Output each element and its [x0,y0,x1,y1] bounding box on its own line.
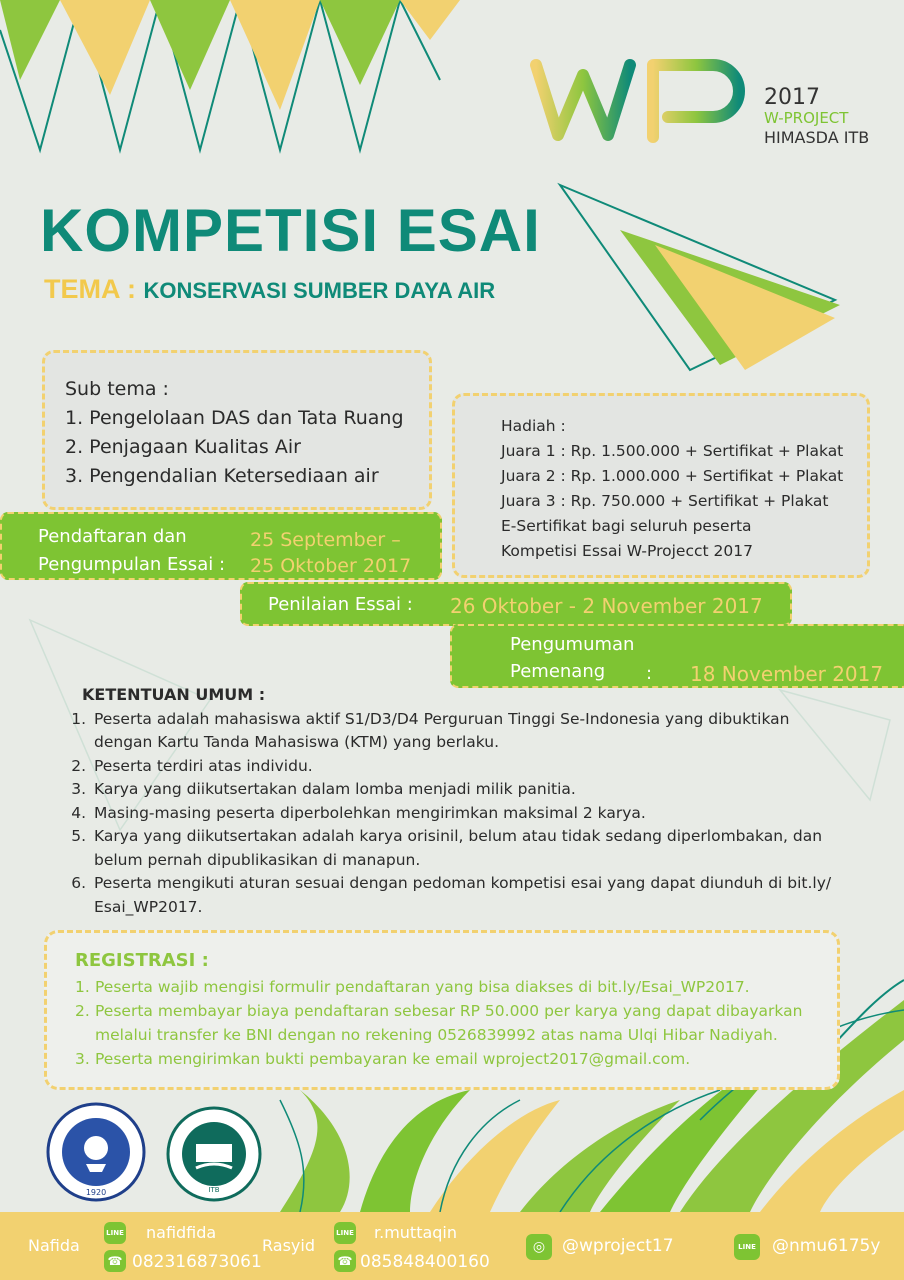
instagram-handle[interactable]: @wproject17 [562,1236,674,1256]
hadiah-extra: E-Sertifikat bagi seluruh peserta [501,517,752,535]
contact1-phone[interactable]: 082316873061 [132,1252,262,1272]
contact2-line-id[interactable]: r.muttaqin [374,1223,458,1242]
ann-colon: : [646,663,653,684]
phone-icon: ☎ [104,1250,126,1272]
ann-date: 18 November 2017 [690,662,884,686]
ann-label-1: Pengumuman [510,634,635,655]
rule-item [60,802,860,826]
footer-contact-bar [0,1212,904,1280]
rule-text: Peserta mengikuti aturan sesuai dengan pedoman kompetisi esai yang dapat diunduh di bit.ly/ Esai_WP2017. [94,874,832,916]
subtema-heading: Sub tema : [65,378,169,400]
registration-item [75,975,837,999]
registration-heading: REGISTRASI : [75,950,209,971]
rule-number: 6. [71,874,86,892]
page-title: KOMPETISI ESAI [40,197,541,264]
rule-number: 1. [71,709,86,728]
itb-seal-year: 1920 [85,1188,107,1197]
rule-item [60,872,860,919]
registration-text: Peserta mengirimkan bukti pembayaran ke email wproject2017@gmail.com. [95,1050,691,1068]
rule-number: 2. [71,756,86,775]
schedule-announcement [450,624,904,688]
subtema-item: 1. Pengelolaan DAS dan Tata Ruang [65,407,404,429]
rule-text: Masing-masing peserta diperbolehkan mengirimkan maksimal 2 karya. [94,803,646,822]
subtema-box [42,350,432,510]
registration-item [75,1047,837,1071]
hadiah-item: Juara 1 : Rp. 1.500.000 + Sertifikat + Plakat [501,442,844,460]
hadiah-item: Juara 3 : Rp. 750.000 + Sertifikat + Plakat [501,492,829,510]
registration-text: Peserta membayar biaya pendaftaran sebesar RP 50.000 per karya yang dapat dibayarkan melalui transfer ke BNI dengan no rekening 0526839992 atas nama Ulqi Hibar Nadiyah. [95,1002,803,1044]
eval-date: 26 Oktober - 2 November 2017 [450,594,763,618]
reg-label-1: Pendaftaran dan [38,526,187,547]
tema-label: TEMA : [44,274,136,304]
schedule-evaluation [240,582,792,626]
rule-text: Karya yang diikutsertakan dalam lomba menjadi milik panitia. [94,780,576,798]
schedule-registration [0,512,442,580]
rule-number: 4. [71,803,86,822]
contact1-line-id[interactable]: nafidfida [146,1223,217,1242]
subtema-item: 3. Pengendalian Ketersediaan air [65,465,379,487]
tema-value: KONSERVASI SUMBER DAYA AIR [143,278,496,303]
registration-text: Peserta wajib mengisi formulir pendaftaran yang bisa diakses di bit.ly/Esai_WP2017. [95,978,750,996]
contact2-phone[interactable]: 085848400160 [360,1252,490,1272]
rule-text: Peserta terdiri atas individu. [94,756,313,775]
line-icon: LINE [104,1222,126,1244]
logo-project: W-PROJECT [764,109,849,127]
ann-label-2: Pemenang [510,661,606,682]
logo-year: 2017 [764,85,820,110]
registration-item [75,999,837,1047]
contact1-name: Nafida [28,1236,80,1255]
logo-org: HIMASDA ITB [764,128,870,147]
subtema-item: 2. Penjagaan Kualitas Air [65,436,301,458]
hadiah-box [452,393,870,578]
rule-item [60,755,860,779]
hadiah-extra: Kompetisi Essai W-Projecct 2017 [501,542,753,560]
himasda-seal-caption: ITB [208,1186,220,1194]
instagram-icon: ◎ [526,1234,552,1260]
tema-line [44,274,495,305]
rules-heading: KETENTUAN UMUM : [82,685,266,704]
rule-item [60,708,860,755]
registration-number: 3. [75,1050,90,1068]
line-icon: LINE [734,1234,760,1260]
himasda-seal-logo [166,1106,262,1202]
rule-text: Karya yang diikutsertakan adalah karya orisinil, belum atau tidak sedang diperlombakan, dan belum pernah dipublikasikan di manapun. [94,827,823,869]
rule-item [60,778,860,802]
reg-label-2: Pengumpulan Essai : [38,554,226,575]
rule-item [60,825,860,872]
hadiah-item: Juara 2 : Rp. 1.000.000 + Sertifikat + Plakat [501,467,844,485]
rule-text: Peserta adalah mahasiswa aktif S1/D3/D4 Perguruan Tinggi Se-Indonesia yang dibuktikan dengan Kartu Tanda Mahasiswa (KTM) yang berlaku. [94,709,790,751]
registration-number: 1. [75,978,90,996]
rule-number: 5. [71,827,86,845]
itb-seal-logo [46,1102,146,1202]
general-rules [60,683,860,919]
line-official-account[interactable]: @nmu6175y [772,1236,881,1256]
line-icon: LINE [334,1222,356,1244]
logo-text [764,85,870,148]
registration-number: 2. [75,1002,90,1020]
phone-icon: ☎ [334,1250,356,1272]
reg-date-2: 25 Oktober 2017 [250,555,412,577]
contact2-name: Rasyid [262,1236,315,1255]
eval-label: Penilaian Essai : [268,594,413,615]
wp-logo-mark [528,55,760,147]
hadiah-heading: Hadiah : [501,417,566,435]
registration-box [44,930,840,1090]
reg-date-1: 25 September – [250,529,401,551]
rule-number: 3. [71,780,86,798]
